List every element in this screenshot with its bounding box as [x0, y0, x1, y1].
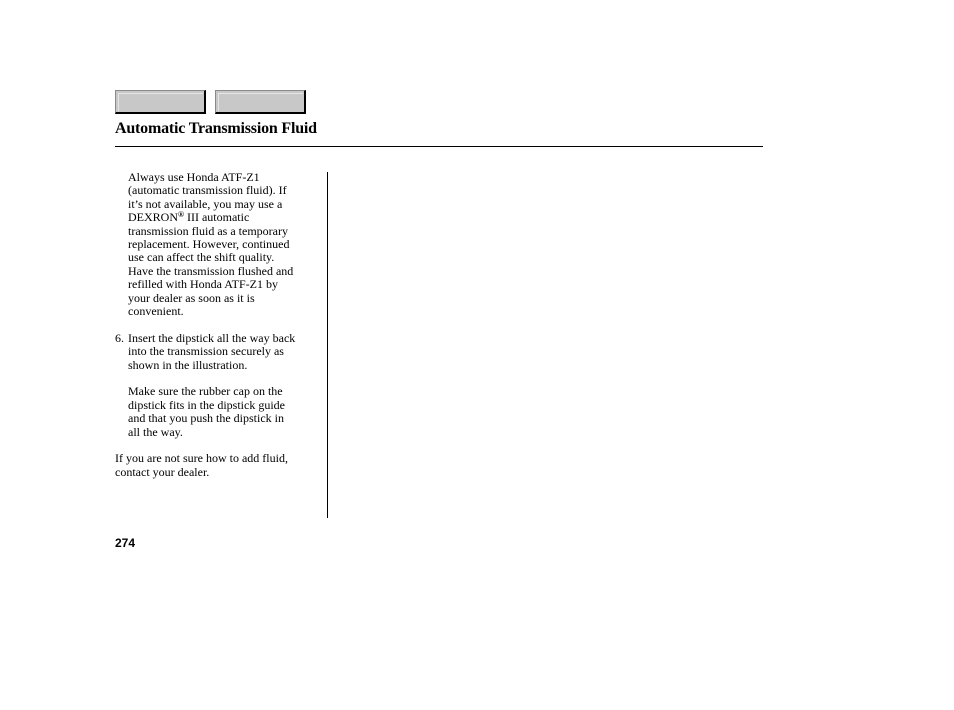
step-6-note	[115, 385, 321, 439]
text-line: refilled with Honda ATF-Z1 by	[128, 277, 278, 292]
text-line: transmission fluid as a temporary	[128, 223, 288, 238]
dexron-text: DEXRON	[128, 210, 178, 225]
text-line: your dealer as soon as it is	[128, 290, 255, 305]
nav-tab-bevel	[118, 93, 203, 111]
fluid-note	[115, 171, 321, 318]
column-divider	[327, 172, 328, 518]
nav-tab-bevel	[218, 93, 303, 111]
title-divider	[115, 146, 763, 147]
text-line: Make sure the rubber cap on the	[128, 384, 283, 399]
text-column	[115, 171, 321, 479]
text-line: Insert the dipstick all the way back	[128, 330, 296, 345]
text-line: use can affect the shift quality.	[128, 250, 275, 265]
step-number: 6.	[115, 330, 124, 345]
text-line: Always use Honda ATF-Z1	[128, 170, 260, 184]
section-title: Automatic Transmission Fluid	[115, 120, 317, 137]
text-line: and that you push the dipstick in	[128, 411, 284, 426]
page-number: 274	[115, 536, 136, 550]
text-line: shown in the illustration.	[128, 357, 248, 372]
text-line: into the transmission securely as	[128, 344, 284, 359]
text-line: contact your dealer.	[115, 464, 210, 479]
text-line: If you are not sure how to add fluid,	[115, 451, 288, 466]
registered-mark: ®	[178, 210, 184, 220]
closing-paragraph	[115, 452, 321, 479]
text-line: replacement. However, continued	[128, 237, 290, 252]
text-line: (automatic transmission fluid). If	[128, 183, 287, 198]
text-line: convenient.	[128, 304, 184, 319]
step-6	[115, 332, 321, 372]
nav-tab-next[interactable]	[215, 90, 306, 114]
text-line: all the way.	[128, 424, 183, 439]
text-line: dipstick fits in the dipstick guide	[128, 397, 285, 412]
text-line: Have the transmission flushed and	[128, 263, 294, 278]
dexron-rest-text: III automatic	[183, 210, 250, 225]
nav-tab-previous[interactable]	[115, 90, 206, 114]
text-line: it’s not available, you may use a	[128, 196, 283, 211]
text-line	[128, 211, 321, 224]
